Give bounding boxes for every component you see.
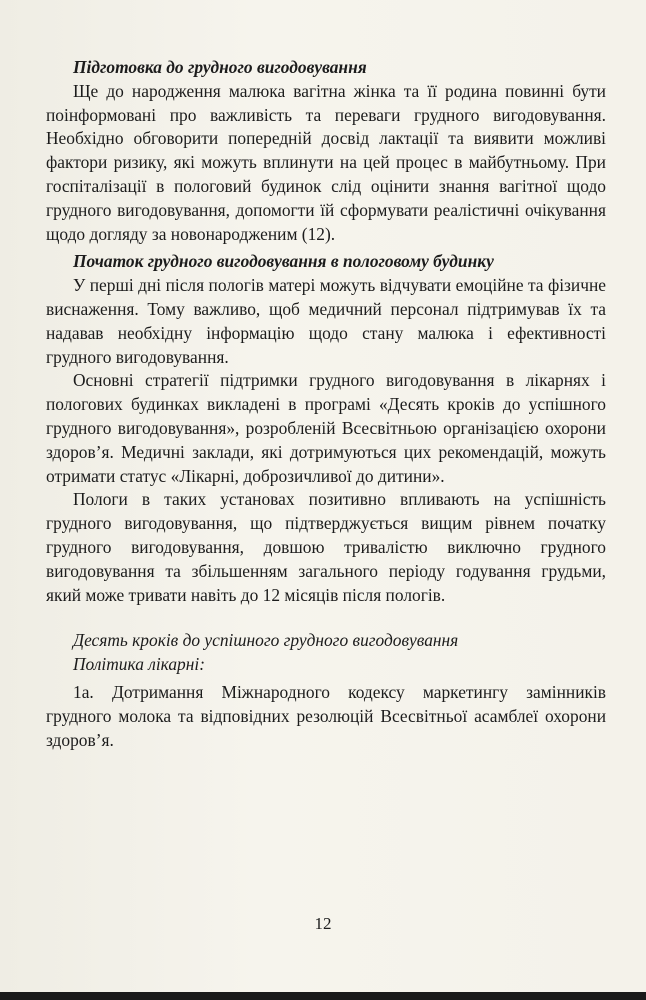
paragraph-first-days: У перші дні після пологів матері можуть відчувати емоційне та фізичне виснаження. Тому важливо, щоб медичний персонал підтримував їх та надавав необхідну інформацію щодо стану малюка і ефективності грудного вигодовування. (46, 275, 606, 367)
paragraph-strategies: Основні стратегії підтримки грудного вигодовування в лікарнях і пологових будинках викладені в програмі «Десять кроків до успішного грудного вигодовування», розробленій Всесвітньою організацією охорони здоров’я. Медичні заклади, які дотримуються цих рекомендацій, можуть отримати статус «Лікарні, доброзичливої до дитини». (46, 370, 606, 486)
scan-bottom-edge (0, 992, 646, 1000)
section-heading-maternity-start: Початок грудного вигодовування в пологовому будинку (73, 251, 494, 272)
paragraph-preparation: Ще до народження малюка вагітна жінка та її родина повинні бути поінформовані про важливість та переваги грудного вигодовування. Необхідно обговорити попередній досвід лактації та виявити можливі фактори ризику, які можуть вплинути на цей процес в майбутньому. При госпіталізації в пологовий будинок слід оцінити знання вагітної щодо грудного вигодовування, допомогти їй сформувати реалістичні очікування щодо догляду за новонародженим (12). (46, 80, 606, 244)
hospital-policy-subtitle: Політика лікарні: (73, 654, 205, 675)
ten-steps-title: Десять кроків до успішного грудного вигодовування (73, 630, 459, 651)
section-heading-preparation: Підготовка до грудного вигодовування (73, 57, 367, 77)
page-content (46, 56, 606, 752)
step-1a: 1а. Дотримання Міжнародного кодексу маркетингу замінників грудного молока та відповідних резолюцій Всесвітньої асамблеї охорони здоров’я. (46, 681, 606, 750)
paragraph-outcomes: Пологи в таких установах позитивно впливають на успішність грудного вигодовування, що підтверджується вищим рівнем початку грудного вигодовування, довшою тривалістю виключно грудного вигодовування та збільшенням загального періоду годування грудьми, який може тривати навіть до 12 місяців після пологів. (46, 489, 606, 605)
spacer (46, 607, 606, 629)
page-number: 12 (314, 914, 332, 933)
